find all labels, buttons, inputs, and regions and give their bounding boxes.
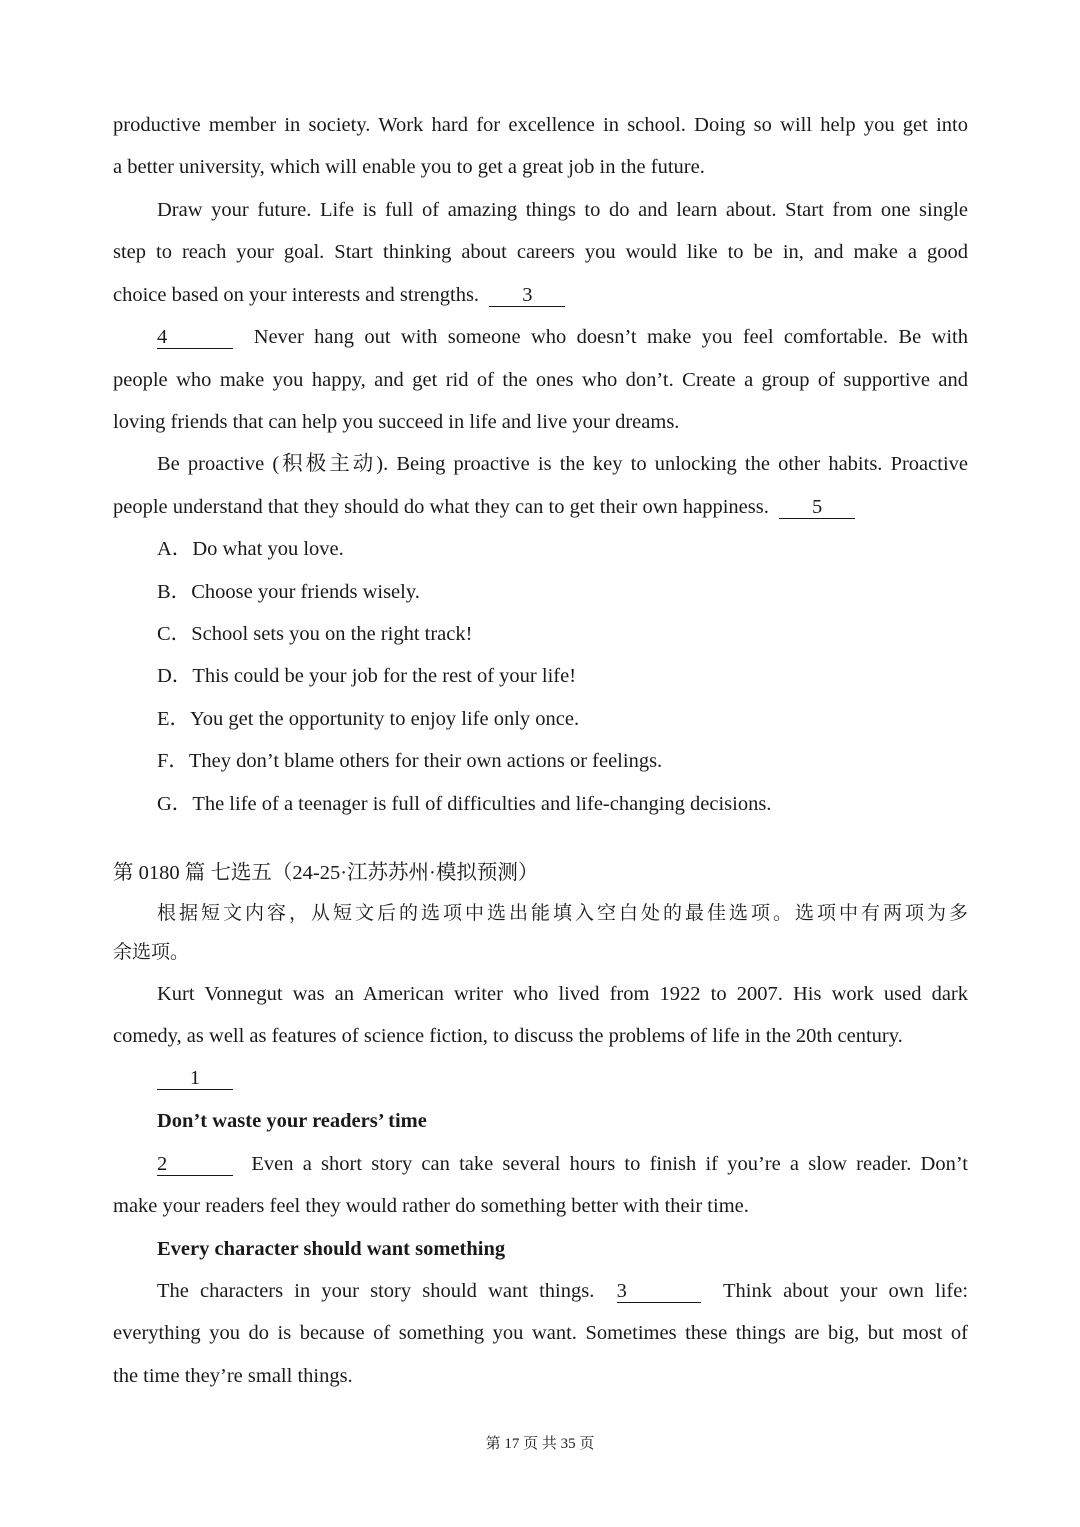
passage-line: the time they’re small things. xyxy=(113,1365,353,1387)
passage-line: everything you do is because of something you want. Sometimes these things are big, but most of xyxy=(113,1322,968,1344)
paragraph-draw-future: Draw your future. Life is full of amazing things to do and learn about. Start from one single xyxy=(157,199,968,221)
option-a: A．Do what you love. xyxy=(157,538,344,560)
passage-line: people understand that they should do what they can to get their own happiness. 5 xyxy=(113,493,968,521)
answer-blank: 3 xyxy=(617,1280,701,1303)
page-footer: 第 17 页 共 35 页 xyxy=(485,1436,595,1452)
passage-line: loving friends that can help you succeed in life and live your dreams. xyxy=(113,411,680,433)
subheading-readers-time: Don’t waste your readers’ time xyxy=(157,1110,427,1132)
paragraph-friends: 4 Never hang out with someone who doesn’t make you feel comfortable. Be with xyxy=(157,326,968,348)
passage-line: a better university, which will enable you to get a great job in the future. xyxy=(113,156,705,178)
passage-line: choice based on your interests and strengths. 3 xyxy=(113,281,968,309)
option-b: B．Choose your friends wisely. xyxy=(157,581,420,603)
passage-line: step to reach your goal. Start thinking about careers you would like to be in, and make a good xyxy=(113,241,968,263)
passage-line: make your readers feel they would rather do something better with their time. xyxy=(113,1195,749,1217)
passage-line: people who make you happy, and get rid of the ones who don’t. Create a group of supportive and xyxy=(113,369,968,391)
instructions-line: 余选项。 xyxy=(113,941,190,963)
option-d: D．This could be your job for the rest of your life! xyxy=(157,665,577,687)
section-heading: 第 0180 篇 七选五（24-25·江苏苏州·模拟预测） xyxy=(113,862,539,884)
answer-blank: 5 xyxy=(779,496,855,519)
paragraph-characters: The characters in your story should want things. 3 Think about your own life: xyxy=(157,1280,969,1302)
option-e: E．You get the opportunity to enjoy life only once. xyxy=(157,708,580,730)
instructions: 根据短文内容，从短文后的选项中选出能填入空白处的最佳选项。选项中有两项为多 xyxy=(157,902,968,924)
answer-blank: 2 xyxy=(157,1153,233,1176)
paragraph-intro: Kurt Vonnegut was an American writer who lived from 1922 to 2007. His work used dark xyxy=(157,983,968,1005)
answer-blank: 4 xyxy=(157,326,233,349)
subheading-character-want: Every character should want something xyxy=(157,1238,506,1260)
passage-line: productive member in society. Work hard for excellence in school. Doing so will help you get into xyxy=(113,114,968,136)
answer-blank: 1 xyxy=(157,1067,233,1090)
answer-blank: 3 xyxy=(489,284,565,307)
passage-line: comedy, as well as features of science fiction, to discuss the problems of life in the 20th century. xyxy=(113,1025,903,1047)
option-g: G．The life of a teenager is full of difficulties and life-changing decisions. xyxy=(157,793,772,815)
paragraph-proactive: Be proactive (积极主动). Being proactive is the key to unlocking the other habits. Proactive xyxy=(157,453,968,475)
option-c: C．School sets you on the right track! xyxy=(157,623,473,645)
option-f: F．They don’t blame others for their own actions or feelings. xyxy=(157,750,663,772)
paragraph-readers-time: 2 Even a short story can take several hours to finish if you’re a slow reader. Don’t xyxy=(157,1153,968,1175)
blank-line-1 xyxy=(157,1064,968,1092)
